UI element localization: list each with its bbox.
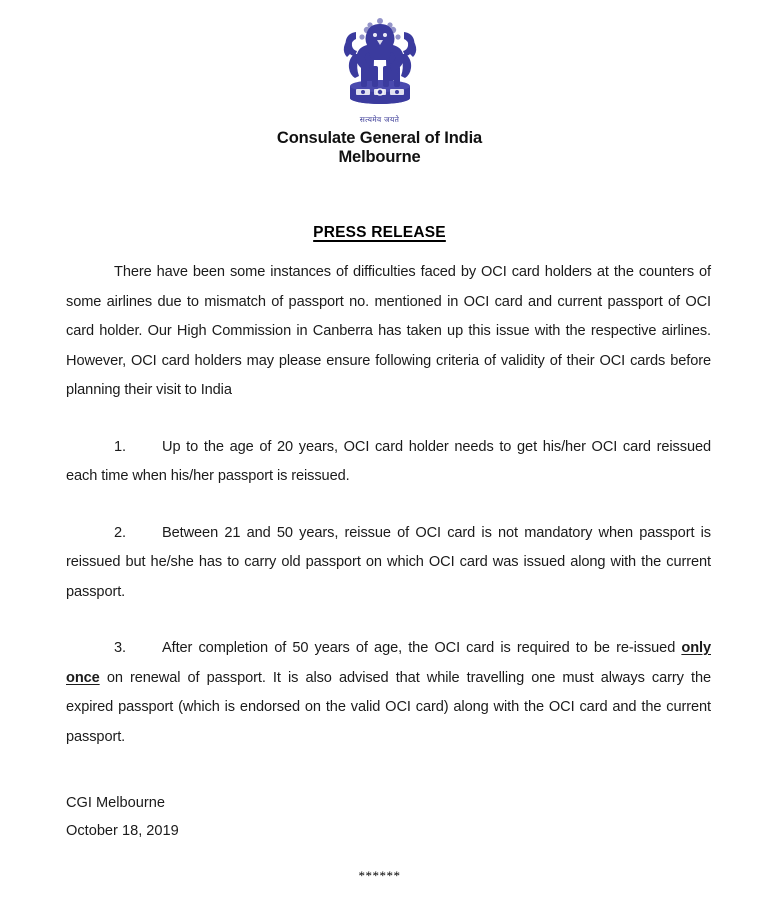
item-number-3: 3. (114, 640, 126, 656)
footer-separator: ****** (358, 868, 401, 883)
organization-name: Consulate General of India (276, 129, 483, 147)
lead-paragraph: There have been some instances of difficulties faced by OCI card holders at the counters of some airlines due to mismatch of passport no. mentioned in OCI card and current passport of OCI card holder. Our High Commission in Canberra has taken up this issue with the respective airlines. However, OCI card holders may please ensure following criteria of validity of their OCI cards before planning their visit to India (66, 264, 711, 398)
signature-date: October 18, 2019 (66, 823, 179, 839)
organization-city: Melbourne (338, 148, 421, 166)
item-text-1: Up to the age of 20 years, OCI card holder needs to get his/her OCI card reissued each time when his/her passport is reissued. (66, 438, 711, 484)
document-body (66, 258, 711, 779)
numbered-item-2 (66, 519, 711, 608)
emblem-motto: सत्यमेव जयते (359, 115, 400, 124)
page-title-text: PRESS RELEASE (313, 224, 446, 241)
item-text-2: Between 21 and 50 years, reissue of OCI card is not mandatory when passport is reissued but he/she has to carry old passport on which OCI card was issued along with the current passport. (66, 524, 711, 600)
signature-office: CGI Melbourne (66, 795, 165, 811)
signature-block (66, 789, 179, 845)
item-text-3-part-1: After completion of 50 years of age, the OCI card is required to be re-issued (162, 640, 682, 656)
item-number-1: 1. (114, 438, 126, 455)
page-title (0, 224, 759, 242)
item-text-3-part-2: on renewal of passport. It is also advised that while travelling one must always carry the expired passport (which is endorsed on the valid OCI card) along with the OCI card and the current passport. (66, 669, 711, 745)
state-emblem-of-india-icon (334, 14, 426, 118)
numbered-item-1 (66, 433, 711, 492)
letterhead (0, 0, 759, 167)
item-3-emphasis: only once (66, 640, 711, 686)
item-number-2: 2. (114, 524, 126, 541)
numbered-item-3 (66, 634, 711, 752)
